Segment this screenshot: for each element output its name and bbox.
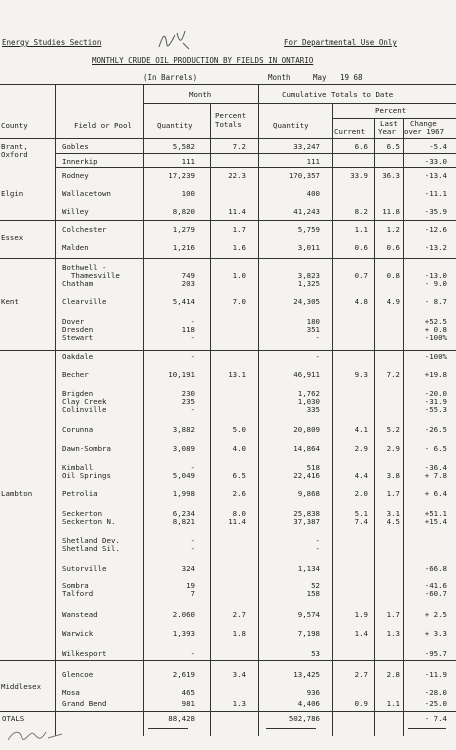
cell-qty: 6,234 8,821 — [172, 509, 195, 526]
cell-cum: 53 — [311, 649, 320, 658]
header-cum-quantity: Quantity — [273, 121, 309, 130]
cell-cum: 52 158 — [306, 581, 320, 598]
units-label: (In Barrels) — [143, 73, 198, 82]
cell-qty: - — [190, 352, 195, 361]
cell-last: 0.8 — [386, 271, 400, 280]
row-separator — [55, 167, 456, 168]
cell-qty: 100 — [181, 189, 195, 198]
cell-cum: 180 351 - — [306, 317, 320, 342]
cell-cur: 0.9 — [354, 699, 368, 708]
header-month: Month — [189, 90, 212, 99]
row-separator — [0, 660, 456, 661]
cell-chg: -20.0 -31.9 -55.3 — [424, 389, 447, 414]
cell-chg: -13.0 - 9.0 — [424, 271, 447, 288]
header-county: County — [1, 121, 28, 130]
cell-qty: 1,279 — [172, 225, 195, 234]
cell-pct: 7.2 — [232, 142, 246, 151]
cell-qty: 8,820 — [172, 207, 195, 216]
month-label: Month — [268, 73, 291, 82]
cell-field: Wilkesport — [62, 649, 107, 658]
totals-cumulative: 502,786 — [288, 714, 320, 723]
cell-last: 11.8 — [382, 207, 400, 216]
cell-chg: - 8.7 — [424, 297, 447, 306]
cell-cum: 14,864 — [293, 444, 320, 453]
cell-cur: 4.1 — [354, 425, 368, 434]
cell-pct: 2.7 — [232, 610, 246, 619]
cell-field: Seckerton Seckerton N. — [62, 509, 116, 526]
cell-qty: - - — [190, 536, 195, 553]
cell-last: 0.6 — [386, 243, 400, 252]
cell-pct: 7.0 — [232, 297, 246, 306]
cell-chg: -12.6 — [424, 225, 447, 234]
cell-chg: + 2.5 — [424, 610, 447, 619]
cell-field: Wanstead — [62, 610, 98, 619]
cell-last: 36.3 — [382, 171, 400, 180]
cell-field: Wallacetown — [62, 189, 111, 198]
report-title: MONTHLY CRUDE OIL PRODUCTION BY FIELDS IN ONTARIO — [92, 56, 314, 65]
cell-cum: 1,762 1,030 335 — [297, 389, 320, 414]
cell-cur: 5.1 7.4 — [354, 509, 368, 526]
cell-field: Mosa — [62, 688, 80, 697]
cell-qty: - 118 - — [181, 317, 195, 342]
cell-cur: 1.4 — [354, 629, 368, 638]
totals-quantity: 88,428 — [168, 714, 195, 723]
header-last-2: Year — [378, 127, 396, 136]
table-top-rule — [0, 84, 456, 85]
cell-qty: 1,393 — [172, 629, 195, 638]
cell-field: Rodney — [62, 171, 89, 180]
cell-field: Glencoe — [62, 670, 94, 679]
cell-field: Clearville — [62, 297, 107, 306]
cell-pct: 6.5 — [232, 471, 246, 480]
row-separator — [0, 220, 456, 221]
header-last-1: Last — [380, 119, 398, 128]
cell-pct: 4.0 — [232, 444, 246, 453]
cell-field: Kimball Oil Springs — [62, 463, 111, 480]
cell-cum: 518 22,416 — [293, 463, 320, 480]
cell-qty: 3,089 — [172, 444, 195, 453]
cell-qty: 1,216 — [172, 243, 195, 252]
cell-county: Elgin — [1, 189, 24, 198]
cell-chg: + 3.3 — [424, 629, 447, 638]
cell-pct: 1.8 — [232, 629, 246, 638]
cell-chg: -13.2 — [424, 243, 447, 252]
row-separator — [55, 153, 456, 154]
cell-cur: 1.9 — [354, 610, 368, 619]
cell-qty: 230 235 - — [181, 389, 195, 414]
header-current: Current — [334, 127, 366, 136]
cell-qty: 17,239 — [168, 171, 195, 180]
totals-change: - 7.4 — [424, 714, 447, 723]
cell-qty: 10,191 — [168, 370, 195, 379]
cell-cur: 2.7 — [354, 670, 368, 679]
cell-field: Sombra Talford — [62, 581, 94, 598]
cell-field: Petrolia — [62, 489, 98, 498]
cell-cum: 4,406 — [297, 699, 320, 708]
cell-cum: 33,247 — [293, 142, 320, 151]
cell-field: Shetland Dev. Shetland Sil. — [62, 536, 120, 553]
cell-pct: 13.1 — [228, 370, 246, 379]
cell-chg: + 6.4 — [424, 489, 447, 498]
cell-chg: +19.8 — [424, 370, 447, 379]
cell-chg: -95.7 — [424, 649, 447, 658]
cell-chg: -13.4 — [424, 171, 447, 180]
cell-chg: -5.4 — [429, 142, 447, 151]
cell-pct: 3.4 — [232, 670, 246, 679]
cell-qty: 3,882 — [172, 425, 195, 434]
cell-pct: 1.7 — [232, 225, 246, 234]
cell-qty: 5,582 — [172, 142, 195, 151]
cell-cum: 3,011 — [297, 243, 320, 252]
cell-county: Brant, Oxford — [1, 142, 28, 159]
cell-cum: - - — [315, 536, 320, 553]
cell-chg: -35.9 — [424, 207, 447, 216]
cell-chg: +51.1 +15.4 — [424, 509, 447, 526]
col-divider-field — [55, 84, 56, 736]
cell-last: 3.1 4.5 — [386, 509, 400, 526]
section-name: Energy Studies Section — [2, 38, 102, 47]
cell-cum: 936 — [306, 688, 320, 697]
cell-chg: -100% — [424, 352, 447, 361]
cell-cum: 111 — [306, 157, 320, 166]
cell-qty: 19 7 — [186, 581, 195, 598]
cell-county: Lambton — [1, 489, 33, 498]
cell-cur: 0.6 — [354, 243, 368, 252]
cell-county: Middlesex — [1, 682, 42, 691]
cell-field: Corunna — [62, 425, 94, 434]
row-separator — [0, 350, 456, 351]
cell-last: 1.2 — [386, 225, 400, 234]
header-change-2: over 1967 — [404, 127, 445, 136]
totals-chg-underline — [408, 728, 446, 729]
cell-chg: -28.0 — [424, 688, 447, 697]
cell-last: 2.8 — [386, 670, 400, 679]
cell-qty: 5,414 — [172, 297, 195, 306]
cell-cum: 13,425 — [293, 670, 320, 679]
cell-cur: 6.6 — [354, 142, 368, 151]
cell-qty: 1,998 — [172, 489, 195, 498]
cell-cum: 46,911 — [293, 370, 320, 379]
cell-last: 2.9 — [386, 444, 400, 453]
cell-qty: 324 — [181, 564, 195, 573]
cell-cum: 5,759 — [297, 225, 320, 234]
col-divider-current — [332, 103, 333, 736]
cell-last: 5.2 — [386, 425, 400, 434]
cell-field: Dover Dresden Stewart — [62, 317, 94, 342]
cell-chg: -26.5 — [424, 425, 447, 434]
cell-field: Bothwell - Thamesville Chatham — [62, 263, 120, 288]
cell-qty: 111 — [181, 157, 195, 166]
cell-county: Essex — [1, 233, 24, 242]
cell-pct: 1.3 — [232, 699, 246, 708]
cell-cum: 1,134 — [297, 564, 320, 573]
cell-last: 1.7 — [386, 489, 400, 498]
header-quantity: Quantity — [157, 121, 193, 130]
cell-chg: -41.6 -60.7 — [424, 581, 447, 598]
cell-field: Sutorville — [62, 564, 107, 573]
cell-field: Brigden Clay Creek Colinville — [62, 389, 107, 414]
cell-cum: 7,198 — [297, 629, 320, 638]
cell-chg: -11.9 — [424, 670, 447, 679]
cell-cum: - — [315, 352, 320, 361]
cell-chg: -36.4 + 7.8 — [424, 463, 447, 480]
totals-top-rule — [0, 711, 456, 712]
cell-chg: - 6.5 — [424, 444, 447, 453]
cell-field: Becher — [62, 370, 89, 379]
cell-pct: 2.6 — [232, 489, 246, 498]
cell-pct: 1.6 — [232, 243, 246, 252]
cell-qty: - — [190, 649, 195, 658]
cell-cur: 9.3 — [354, 370, 368, 379]
cell-qty: 749 203 — [181, 271, 195, 288]
cell-pct: 11.4 — [228, 207, 246, 216]
cell-last: 6.5 — [386, 142, 400, 151]
cell-field: Innerkip — [62, 157, 98, 166]
cell-last: 3.8 — [386, 471, 400, 480]
cell-cur: 2.0 — [354, 489, 368, 498]
cell-field: Grand Bend — [62, 699, 107, 708]
cell-cum: 400 — [306, 189, 320, 198]
header-percent-totals-1: Percent — [215, 111, 247, 120]
cell-field: Dawn-Sombra — [62, 444, 111, 453]
cell-chg: -25.0 — [424, 699, 447, 708]
cell-qty: 2.060 — [172, 610, 195, 619]
cell-pct: 5.0 — [232, 425, 246, 434]
cell-cur: 2.9 — [354, 444, 368, 453]
cell-cum: 9,868 — [297, 489, 320, 498]
cell-pct: 1.0 — [232, 271, 246, 280]
cell-last: 1.3 — [386, 629, 400, 638]
cell-qty: 465 — [181, 688, 195, 697]
cell-cur: 1.1 — [354, 225, 368, 234]
cell-field: Malden — [62, 243, 89, 252]
totals-cum-underline — [266, 728, 316, 729]
totals-qty-underline — [148, 728, 188, 729]
header-field: Field or Pool — [74, 121, 132, 130]
cell-cum: 41,243 — [293, 207, 320, 216]
cell-county: Kent — [1, 297, 19, 306]
totals-label: OTALS — [2, 714, 25, 723]
cell-cur: 8.2 — [354, 207, 368, 216]
month-group-rule — [143, 103, 456, 104]
header-bottom-rule — [0, 138, 456, 139]
cell-last: 4.9 — [386, 297, 400, 306]
cell-chg: -66.8 — [424, 564, 447, 573]
cell-cum: 3,823 1,325 — [297, 271, 320, 288]
handwritten-signature — [4, 724, 84, 748]
cell-cum: 170,357 — [288, 171, 320, 180]
cell-chg: +52.5 + 0.8 -100% — [424, 317, 447, 342]
cell-last: 7.2 — [386, 370, 400, 379]
cell-cum: 25,838 37,387 — [293, 509, 320, 526]
cell-field: Colchester — [62, 225, 107, 234]
cell-cur: 33.9 — [350, 171, 368, 180]
usage-notice: For Departmental Use Only — [284, 38, 397, 47]
cell-chg: -11.1 — [424, 189, 447, 198]
cell-pct: 22.3 — [228, 171, 246, 180]
cell-field: Oakdale — [62, 352, 94, 361]
month-value: May — [313, 73, 327, 82]
col-divider-pct — [210, 103, 211, 736]
cell-qty: 2,619 — [172, 670, 195, 679]
cell-cum: 20,809 — [293, 425, 320, 434]
cell-field: Warwick — [62, 629, 94, 638]
header-percent-totals-2: Totals — [215, 120, 242, 129]
cell-qty: 981 — [181, 699, 195, 708]
cell-last: 1.7 — [386, 610, 400, 619]
cell-cur: 4.8 — [354, 297, 368, 306]
cell-cur: 0.7 — [354, 271, 368, 280]
cell-cum: 24,305 — [293, 297, 320, 306]
cell-field: Gobles — [62, 142, 89, 151]
cell-last: 1.1 — [386, 699, 400, 708]
cell-cur: 4.4 — [354, 471, 368, 480]
row-separator — [0, 258, 456, 259]
year-value: 19 68 — [340, 73, 363, 82]
header-cumulative: Cumulative Totals to Date — [282, 90, 394, 99]
header-percent: Percent — [375, 106, 407, 115]
cell-chg: -33.0 — [424, 157, 447, 166]
handwritten-initials — [155, 25, 195, 55]
cell-field: Willey — [62, 207, 89, 216]
header-change-1: Change — [410, 119, 437, 128]
cell-cum: 9,574 — [297, 610, 320, 619]
cell-qty: - 5,049 — [172, 463, 195, 480]
cell-pct: 8.0 11.4 — [228, 509, 246, 526]
